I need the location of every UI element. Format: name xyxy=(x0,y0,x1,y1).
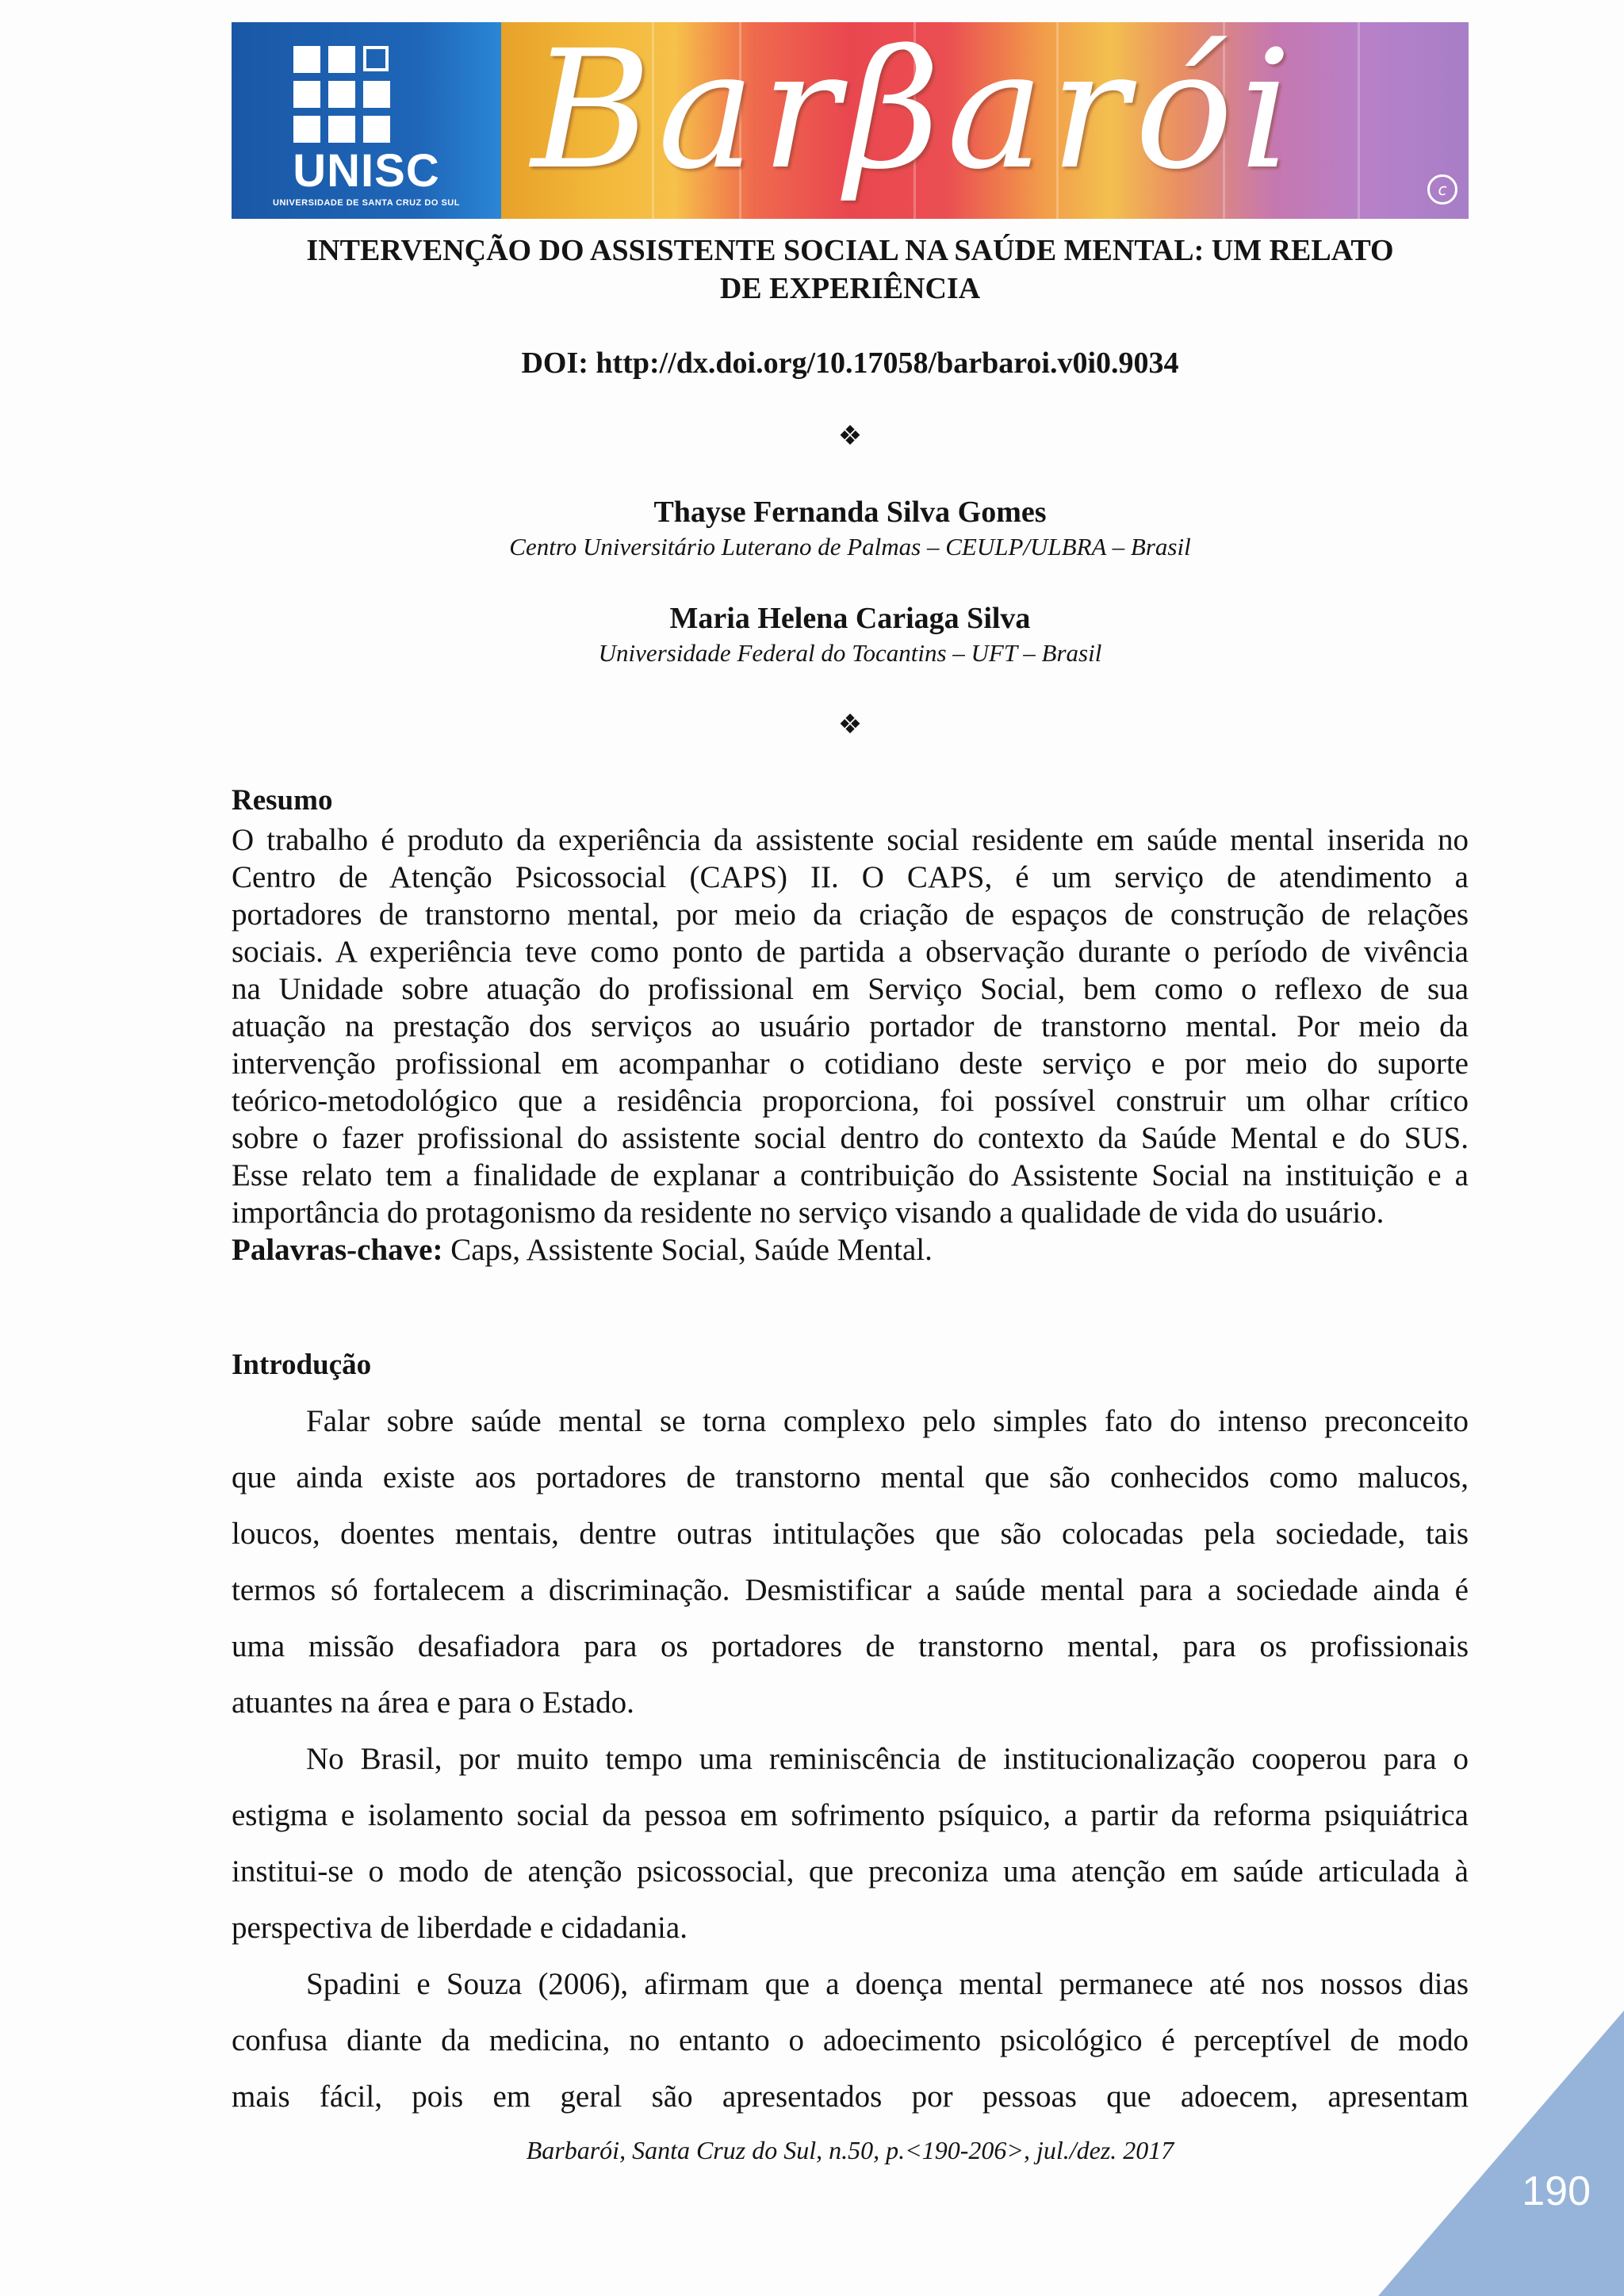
title-line-2: DE EXPERIÊNCIA xyxy=(719,272,981,305)
separator-icon: ❖ xyxy=(837,710,863,740)
author-name: Maria Helena Cariaga Silva xyxy=(669,602,1031,635)
body-line: atuantes na área e para o Estado. xyxy=(232,1686,634,1720)
logo-subtitle: UNIVERSIDADE DE SANTA CRUZ DO SUL xyxy=(273,198,460,208)
journal-banner xyxy=(232,22,1469,219)
body-line: loucos, doentes mentais, dentre outras intitulações que são colocadas pela sociedade, tais xyxy=(232,1517,1469,1551)
abstract-heading: Resumo xyxy=(232,784,333,817)
title-line-1: INTERVENÇÃO DO ASSISTENTE SOCIAL NA SAÚDE MENTAL: UM RELATO xyxy=(306,234,1394,267)
citation-footer: Barbarói, Santa Cruz do Sul, n.50, p.<190-206>, jul./dez. 2017 xyxy=(526,2136,1174,2164)
unisc-logo xyxy=(232,22,501,219)
abstract-line: teórico-metodológico que a residência proporciona, foi possível construir um olhar crítico xyxy=(232,1084,1469,1118)
body-line: No Brasil, por muito tempo uma reminiscência de institucionalização cooperou para o xyxy=(306,1742,1469,1776)
body-line: Falar sobre saúde mental se torna complexo pelo simples fato do intenso preconceito xyxy=(306,1404,1469,1438)
abstract-line: importância do protagonismo da residente no serviço visando a qualidade de vida do usuário. xyxy=(232,1196,1385,1230)
doi-text: DOI: http://dx.doi.org/10.17058/barbaroi.v0i0.9034 xyxy=(521,346,1179,380)
body-line: institui-se o modo de atenção psicossocial, que preconiza uma atenção em saúde articulada à xyxy=(232,1854,1469,1888)
abstract-line: na Unidade sobre atuação do profissional em Serviço Social, bem como o reflexo de sua xyxy=(232,972,1469,1006)
abstract-line: sobre o fazer profissional do assistente social dentro do contexto da Saúde Mental e do SUS. xyxy=(232,1121,1469,1155)
body-line: uma missão desafiadora para os portadores de transtorno mental, para os profissionais xyxy=(232,1629,1469,1663)
author-affiliation: Centro Universitário Luterano de Palmas – CEULP/ULBRA – Brasil xyxy=(509,533,1191,561)
body-line: estigma e isolamento social da pessoa em sofrimento psíquico, a partir da reforma psiquiátrica xyxy=(232,1798,1469,1832)
abstract-line: atuação na prestação dos serviços ao usuário portador de transtorno mental. Por meio da xyxy=(232,1009,1469,1043)
keywords-label: Palavras-chave: xyxy=(232,1233,443,1267)
body-line: Spadini e Souza (2006), afirmam que a doença mental permanece até nos nossos dias xyxy=(306,1967,1469,2001)
author-affiliation: Universidade Federal do Tocantins – UFT – Brasil xyxy=(598,639,1102,667)
body-line: mais fácil, pois em geral são apresentados por pessoas que adoecem, apresentam xyxy=(232,2080,1469,2114)
abstract-line: O trabalho é produto da experiência da assistente social residente em saúde mental inserida no xyxy=(232,823,1469,857)
journal-name: Barβarói xyxy=(531,22,1298,205)
body-line: que ainda existe aos portadores de transtorno mental que são conhecidos como malucos, xyxy=(232,1460,1469,1494)
author-name: Thayse Fernanda Silva Gomes xyxy=(653,496,1047,529)
abstract-line: portadores de transtorno mental, por meio da criação de espaços de construção de relações xyxy=(232,897,1469,932)
introduction-heading: Introdução xyxy=(232,1349,372,1381)
copyright-icon: c xyxy=(1427,174,1457,205)
page-number: 190 xyxy=(1522,2168,1591,2214)
body-line: confusa diante da medicina, no entanto o adoecimento psicológico é perceptível de modo xyxy=(232,2023,1469,2057)
separator-icon: ❖ xyxy=(837,422,863,451)
body-line: termos só fortalecem a discriminação. Desmistificar a saúde mental para a sociedade ainda é xyxy=(232,1573,1469,1607)
journal-title-banner xyxy=(501,22,1469,219)
abstract-line: sociais. A experiência teve como ponto de partida a observação durante o período de vivência xyxy=(232,935,1469,969)
keywords xyxy=(232,1231,1469,1269)
abstract-line: intervenção profissional em acompanhar o cotidiano deste serviço e por meio do suporte xyxy=(232,1047,1469,1081)
logo-text: UNISC xyxy=(293,145,440,197)
keywords-list: Caps, Assistente Social, Saúde Mental. xyxy=(442,1233,933,1267)
page-corner-decoration xyxy=(1378,2011,1624,2296)
body-line: perspectiva de liberdade e cidadania. xyxy=(232,1911,688,1945)
abstract-line: Esse relato tem a finalidade de explanar a contribuição do Assistente Social na instituição e a xyxy=(232,1158,1469,1192)
abstract-line: Centro de Atenção Psicossocial (CAPS) II. O CAPS, é um serviço de atendimento a xyxy=(232,860,1469,894)
article-title xyxy=(232,232,1469,308)
